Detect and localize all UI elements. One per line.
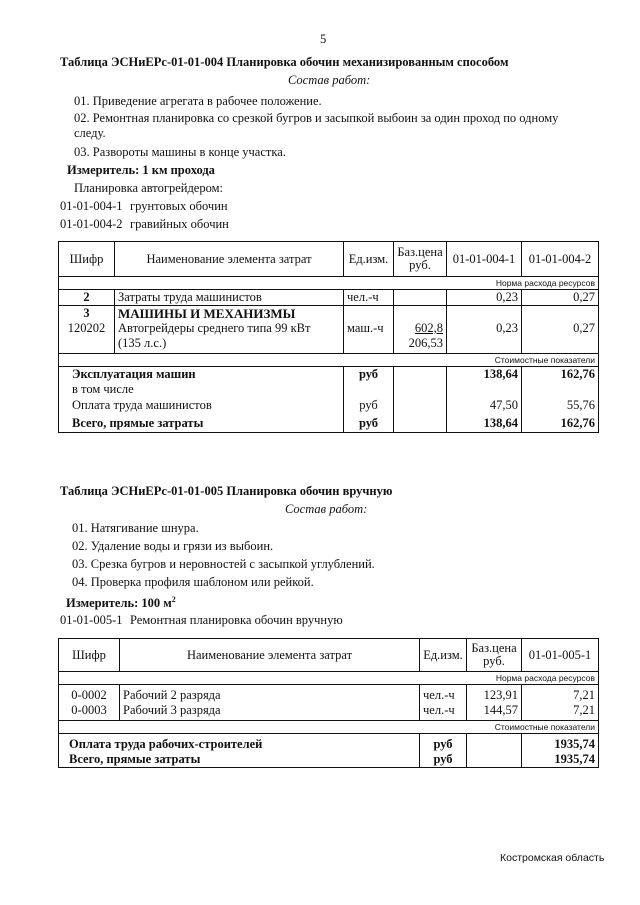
norm-label-row [59,672,599,685]
cost-value: 138,64 [447,416,522,432]
row-name: Затраты труда машинистов [115,290,344,306]
row-cipher: 120202 [59,321,115,353]
row-cipher: 2 [59,290,115,306]
cost-unit: руб [344,416,394,432]
cost-value: 138,64 [447,366,522,382]
cost-row [59,752,599,768]
header-cipher: Шифр [59,242,115,277]
cost-name: Эксплуатация машин [59,366,344,382]
header-cipher: Шифр [59,639,120,672]
cost-row [59,734,599,752]
row-unit: чел.-ч [344,290,394,306]
row-value: 0,23 [447,290,522,306]
cost-value: 1935,74 [522,752,599,768]
table2-meter: Измеритель: 100 $м^2$ [66,595,176,611]
row-unit: маш.-ч [344,321,394,353]
row-price: 602,8 206,53 [394,321,447,353]
cost-row [59,382,599,398]
work-item: 02. Удаление воды и грязи из выбоин. [72,539,274,553]
table1-subtitle: Планировка автогрейдером: [74,181,224,195]
header-name: Наименование элемента затрат [120,639,420,672]
cost-value: 47,50 [447,398,522,416]
norm-label-row [59,277,599,290]
cost-value: 162,76 [522,416,599,432]
cost-label-row [59,721,599,734]
cost-unit: руб [344,398,394,416]
row-cipher: 0-0002 [59,685,120,703]
work-item: 04. Проверка профиля шаблоном или рейкой. [72,575,314,589]
cost-value: 55,76 [522,398,599,416]
row-name: Автогрейдеры среднего типа 99 кВт (135 л.с.) [115,321,344,353]
footer-region: Костромская область [500,852,605,864]
cost-unit: руб [344,366,394,382]
row-cipher: 3 [59,306,115,322]
norm-label: Норма расхода ресурсов [59,672,599,685]
row-name: МАШИНЫ И МЕХАНИЗМЫ [115,306,344,322]
cost-name: Всего, прямые затраты [59,752,420,768]
table2-code-name: Ремонтная планировка обочин вручную [130,613,343,627]
header-col1: 01-01-004-1 [447,242,522,277]
row-value: 0,27 [522,321,599,353]
table1-works-heading: Состав работ: [288,73,371,87]
header-price: Баз.цена руб. [467,639,522,672]
cost-name: Всего, прямые затраты [59,416,344,432]
work-item: 02. Ремонтная планировка со срезкой бугров и засыпкой выбоин за один проход по одному [74,111,559,125]
table1-code-name: гравийных обочин [130,217,229,231]
cost-name: Оплата труда рабочих-строителей [59,734,420,752]
header-col2: 01-01-004-2 [522,242,599,277]
row-price: 123,91 [467,685,522,703]
table1-code: 01-01-004-1 [60,199,123,213]
table-row [59,321,599,353]
row-cipher: 0-0003 [59,703,120,721]
page-number: 5 [320,32,327,46]
norm-label: Норма расхода ресурсов [59,277,599,290]
table2-title: Таблица ЭСНиЕРс-01-01-005 Планировка обочин вручную [60,484,393,498]
table2-works-heading: Состав работ: [285,502,368,516]
cost-unit: руб [420,734,467,752]
table1-code: 01-01-004-2 [60,217,123,231]
header-col1: 01-01-005-1 [522,639,599,672]
row-value: 7,21 [522,685,599,703]
row-name: Рабочий 3 разряда [120,703,420,721]
cost-value: 162,76 [522,366,599,382]
cost-label-row [59,353,599,366]
cost-row [59,366,599,382]
table-row [59,685,599,703]
header-unit: Ед.изм. [420,639,467,672]
row-value: 0,23 [447,321,522,353]
table1-title: Таблица ЭСНиЕРс-01-01-004 Планировка обочин механизированным способом [60,55,509,69]
header-name: Наименование элемента затрат [115,242,344,277]
table1-header-row [59,242,599,277]
cost-unit: руб [420,752,467,768]
cost-row [59,416,599,432]
table-row [59,306,599,322]
table1-code-name: грунтовых обочин [130,199,228,213]
table2-header-row [59,639,599,672]
work-item: 03. Развороты машины в конце участка. [74,145,286,159]
table-row [59,290,599,306]
cost-label: Стоимостные показатели [59,721,599,734]
row-name: Рабочий 2 разряда [120,685,420,703]
work-item: 03. Срезка бугров и неровностей с засыпкой углублений. [72,557,375,571]
table1-meter: Измеритель: 1 км прохода [67,163,215,177]
row-value: 7,21 [522,703,599,721]
table2-code: 01-01-005-1 [60,613,123,627]
table-row [59,703,599,721]
header-price: Баз.цена руб. [394,242,447,277]
table1 [58,241,599,433]
cost-row [59,398,599,416]
row-unit: чел.-ч [420,685,467,703]
cost-label: Стоимостные показатели [59,353,599,366]
header-unit: Ед.изм. [344,242,394,277]
cost-name: Оплата труда машинистов [59,398,344,416]
work-item: 01. Натягивание шнура. [72,521,199,535]
row-unit: чел.-ч [420,703,467,721]
work-item: следу. [74,126,106,140]
row-price: 144,57 [467,703,522,721]
row-value: 0,27 [522,290,599,306]
cost-name: в том числе [59,382,344,398]
cost-value: 1935,74 [522,734,599,752]
work-item: 01. Приведение агрегата в рабочее положение. [74,94,322,108]
table2 [58,638,599,768]
